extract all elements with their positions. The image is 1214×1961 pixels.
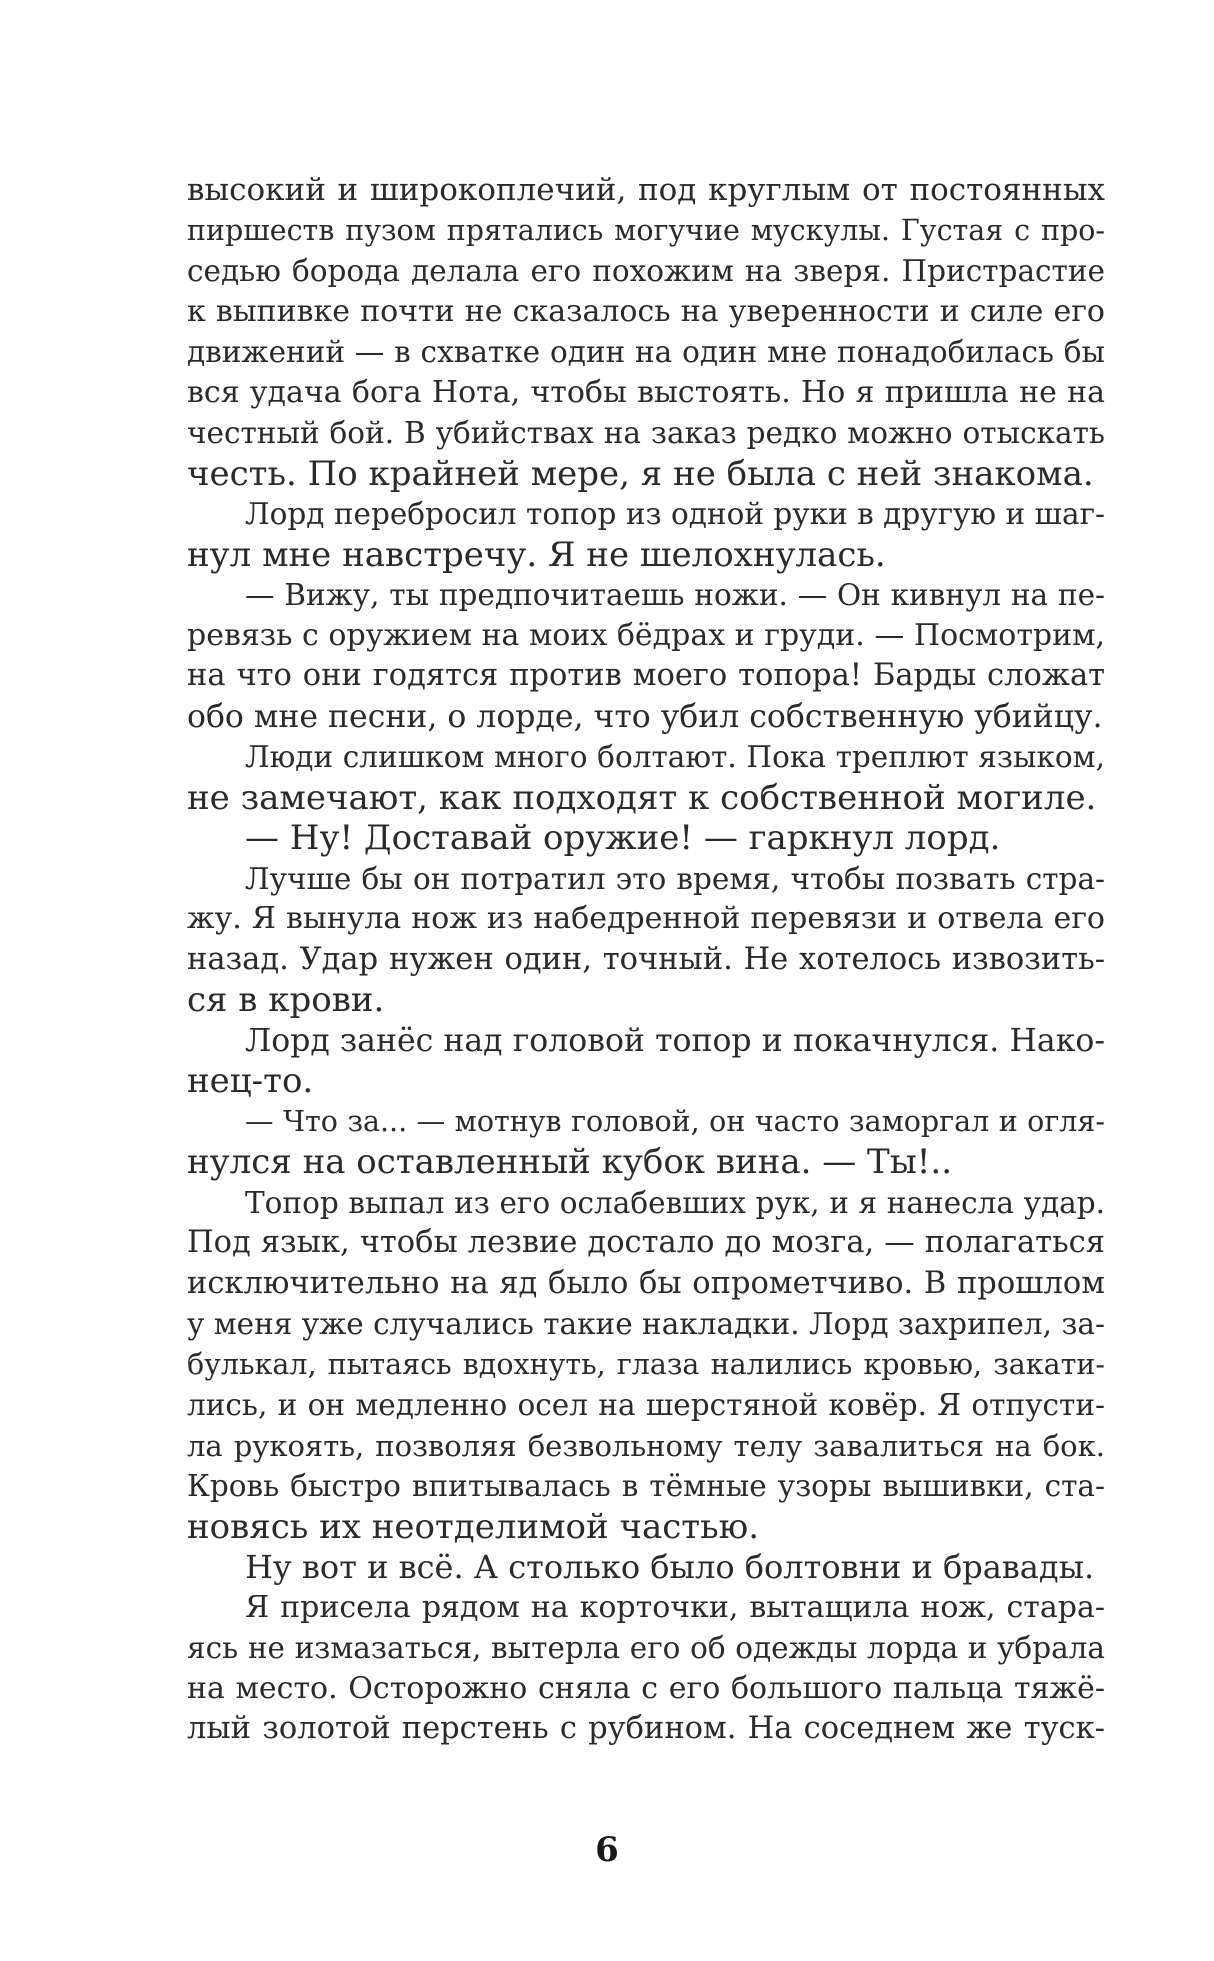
text-line: жу. Я вынула нож из набедренной перевязи и отвела его [187, 901, 1105, 936]
text-line: вся удача бога Нота, чтобы выстоять. Но я пришла не на [187, 374, 1105, 410]
text-line: пиршеств пузом прятались могучие мускулы. Густая с про- [187, 213, 1105, 247]
text-line: исключительно на яд было бы опрометчиво. В прошлом [187, 1265, 1105, 1301]
text-line: на место. Осторожно сняла с его большого пальца тяжё- [187, 1670, 1105, 1706]
text-line: к выпивке почти не сказалось на уверенности и силе его [187, 293, 1105, 329]
text-line: — Вижу, ты предпочитаешь ножи. — Он кивнул на пе- [245, 578, 1105, 612]
text-line: нец-то. [187, 1061, 314, 1101]
body-text [187, 170, 1105, 1750]
text-line: Люди слишком много болтают. Пока треплют языком, [245, 740, 1105, 774]
text-line: честный бой. В убийствах на заказ редко можно отыскать [187, 416, 1105, 450]
text-line: лись, и он медленно осел на шерстяной ковёр. Я отпусти- [187, 1388, 1105, 1422]
text-line: движений — в схватке один на один мне понадобилась бы [187, 335, 1105, 369]
text-line: ясь не измазаться, вытерла его об одежды лорда и убрала [187, 1631, 1105, 1665]
text-line: Лорд перебросил топор из одной руки в другую и шаг- [245, 497, 1105, 531]
text-line: Лучше бы он потратил это время, чтобы позвать стра- [245, 861, 1105, 896]
text-line: ревязь с оружием на моих бёдрах и груди. — Посмотрим, [187, 617, 1105, 653]
text-line: Ну вот и всё. А столько было болтовни и бравады. [245, 1548, 1095, 1586]
text-line: — Ну! Доставай оружие! — гаркнул лорд. [245, 818, 1001, 858]
text-line: нулся на оставленный кубок вина. — Ты!.. [187, 1142, 953, 1182]
text-line: не замечают, как подходят к собственной могиле. [187, 777, 1097, 818]
text-line: обо мне песни, о лорде, что убил собственную убийцу. [187, 698, 1103, 735]
text-line: седью борода делала его похожим на зверя. Пристрастие [187, 254, 1105, 288]
text-line: у меня уже случались такие накладки. Лорд захрипел, за- [187, 1307, 1105, 1341]
text-line: нул мне навстречу. Я не шелохнулась. [187, 534, 886, 575]
text-line: Лорд занёс над головой топор и покачнулся. Нако- [245, 1022, 1105, 1059]
text-line: лый золотой перстень с рубином. На соседнем же туск- [187, 1711, 1105, 1746]
text-line: ла рукоять, позволяя безвольному телу завалиться на бок. [187, 1428, 1105, 1463]
text-line: Под язык, чтобы лезвие достало до мозга, — полагаться [187, 1225, 1105, 1260]
text-line: булькал, пытаясь вдохнуть, глаза налились кровью, закати- [187, 1347, 1105, 1381]
text-line: честь. По крайней мере, я не была с ней знакома. [187, 453, 1094, 494]
page-number: 6 [595, 1830, 619, 1870]
text-line: на что они годятся против моего топора! Барды сложат [187, 658, 1105, 693]
text-line: высокий и широкоплечий, под круглым от постоянных [187, 172, 1105, 208]
text-line: назад. Удар нужен один, точный. Не хотелось извозить- [187, 941, 1105, 977]
text-line: Кровь быстро впитывалась в тёмные узоры вышивки, ста- [187, 1469, 1105, 1503]
text-line: — Что за... — мотнув головой, он часто заморгал и огля- [245, 1104, 1105, 1138]
text-line: Топор выпал из его ослабевших рук, и я нанесла удар. [245, 1185, 1105, 1220]
text-line: новясь их неотделимой частью. [187, 1506, 760, 1547]
text-line: Я присела рядом на корточки, вытащила нож, стара- [245, 1589, 1105, 1625]
text-line: ся в крови. [187, 980, 385, 1020]
